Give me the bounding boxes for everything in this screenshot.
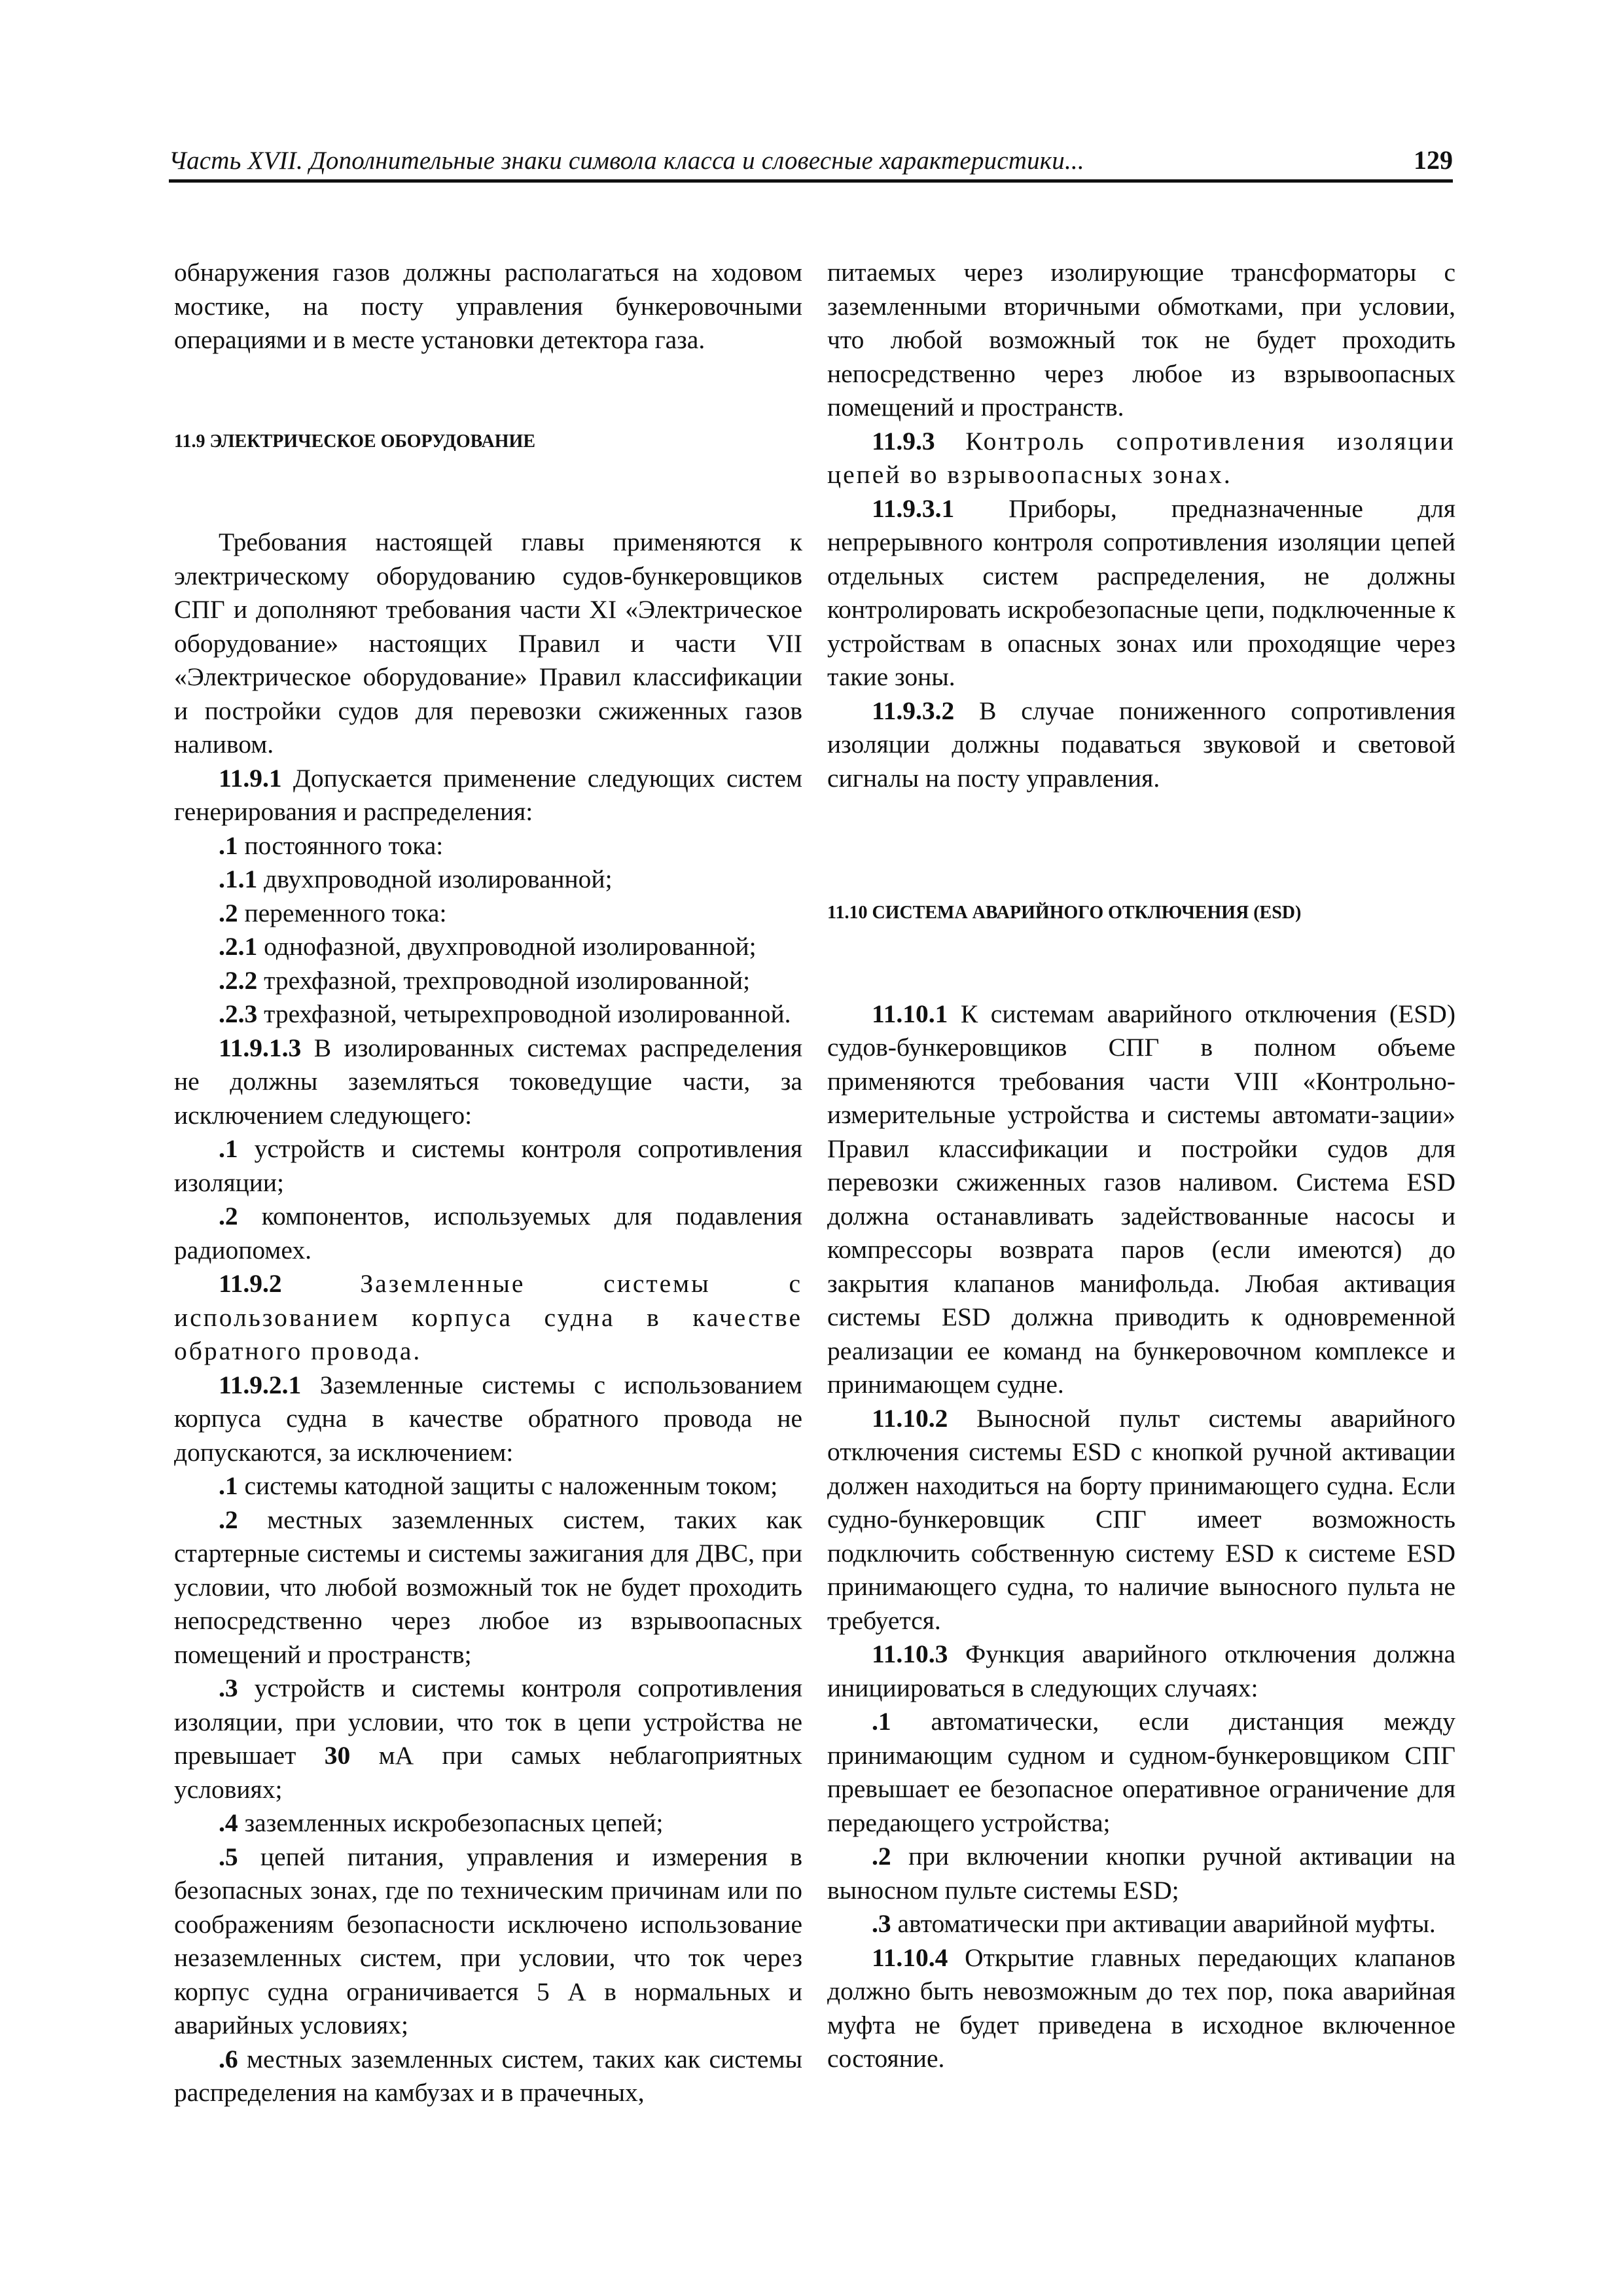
clause-11-9-3-1: [827, 492, 1455, 694]
list-item: [174, 1806, 802, 1840]
list-item: [174, 1469, 802, 1503]
item-text: мА при самых неблагоприятных условиях;: [174, 1741, 802, 1804]
clause-text: Открытие главных передающих клапанов должно быть невозможным до тех пор, пока аварийная муфта не будет приведена в исходное включенное состояние.: [827, 1943, 1455, 2073]
list-item: [174, 997, 802, 1031]
clause-number: 11.10.2: [872, 1403, 948, 1433]
list-item: [174, 930, 802, 964]
header-title: Часть XVII. Дополнительные знаки символа класса и словесные характеристики...: [169, 147, 1084, 175]
clause-number: 11.9.1.3: [219, 1033, 302, 1062]
clause-11-9-3-2: [827, 694, 1455, 796]
item-number: .1: [219, 1134, 238, 1163]
item-number: .3: [219, 1674, 238, 1702]
current-limit-value: 30: [324, 1741, 351, 1770]
section-heading-11-10: 11.10 СИСТЕМА АВАРИЙНОГО ОТКЛЮЧЕНИЯ (ESD): [827, 903, 1302, 923]
item-text: постоянного тока:: [238, 831, 444, 860]
item-number: .2.3: [219, 999, 258, 1028]
item-text: местных заземленных систем, таких как системы распределения на камбузах и в прачечных,: [174, 2044, 802, 2107]
list-item: [174, 1503, 802, 1672]
clause-number: 11.10.4: [872, 1943, 948, 1972]
clause-text: Функция аварийного отключения должна инициироваться в следующих случаях:: [827, 1640, 1455, 1702]
clause-number: 11.9.1: [219, 763, 282, 793]
item-number: .1.1: [219, 865, 258, 893]
item-number: .4: [219, 1808, 238, 1837]
item-text: автоматически при активации аварийной муфты.: [891, 1909, 1436, 1938]
list-item: [174, 2043, 802, 2110]
clause-text: Допускается применение следующих систем генерирования и распределения:: [174, 763, 802, 826]
list-item: [174, 1200, 802, 1267]
item-text: местных заземленных систем, таких как стартерные системы и системы зажигания для ДВС, при условии, что любой возможный ток не будет проходить непосредственно через любое из взрывоопасных помещений и пространств;: [174, 1505, 802, 1669]
clause-number: 11.9.3.2: [872, 696, 955, 725]
item-text: двухпроводной изолированной;: [257, 865, 613, 893]
paragraph: Требования настоящей главы применяются к электрическому оборудованию судов-бункеровщиков СПГ и дополняют требования части XI «Электрическое оборудование» настоящих Правил и части VII «Электрическое оборудование» Правил классификации и постройки судов для перевозки сжиженных газов наливом.: [174, 528, 802, 759]
item-number: .2: [219, 1505, 238, 1534]
item-number: .1: [872, 1707, 891, 1736]
item-number: .6: [219, 2044, 238, 2073]
item-text: однофазной, двухпроводной изолированной;: [257, 932, 757, 961]
left-column: [174, 256, 802, 2110]
clause-text: К системам аварийного отключения (ESD) судов-бункеровщиков СПГ в полном объеме применяются требования части VIII «Контрольно-измерительные устройства и системы автомати-зации» Правил классификации и постройки судов для перевозки сжиженных газов наливом. Система ESD должна останавливать задействованные насосы и компрессоры возврата паров (если имеются) до закрытия клапанов манифольда. Любая активация системы ESD должна приводить к одновременной реализации ее команд на бункеровочном комплексе и принимающем судне.: [827, 999, 1455, 1399]
clause-11-9-2-1: [174, 1369, 802, 1470]
clause-text: Приборы, предназначенные для непрерывного контроля сопротивления изоляции цепей отдельных систем распределения, не должны контролировать искробезопасные цепи, подключенные к устройствам в опасных зонах или проходящие через такие зоны.: [827, 493, 1455, 691]
list-item: [827, 1705, 1455, 1840]
item-number: .2: [219, 1202, 238, 1230]
clause-text: В случае пониженного сопротивления изоляции должны подаваться звуковой и световой сигналы на посту управления.: [827, 696, 1455, 793]
list-item: [827, 1907, 1455, 1941]
clause-11-9-3: [827, 425, 1455, 492]
clause-11-9-1-3: [174, 1031, 802, 1133]
list-item: [174, 897, 802, 931]
clause-11-10-4: [827, 1941, 1455, 2076]
right-column: [827, 256, 1455, 2076]
clause-number: 11.9.3.1: [872, 493, 955, 523]
item-text: переменного тока:: [238, 898, 447, 927]
list-item: [174, 964, 802, 998]
clause-11-10-1: [827, 997, 1455, 1402]
clause-text: Заземленные системы с использованием корпуса судна в качестве обратного провода.: [174, 1269, 802, 1365]
item-text: автоматически, если дистанция между принимающим судном и судном-бункеровщиком СПГ превышает ее безопасное оперативное ограничение для передающего устройства;: [827, 1707, 1455, 1837]
list-item: [174, 1840, 802, 2043]
item-text: устройств и системы контроля сопротивления изоляции;: [174, 1134, 802, 1197]
item-number: .2.2: [219, 965, 258, 995]
clause-11-9-2: [174, 1267, 802, 1369]
clause-text: Выносной пульт системы аварийного отключения системы ESD с кнопкой ручной активации должен находиться на борту принимающего судна. Если судно-бункеровщик СПГ имеет возможность подключить собственную систему ESD к системе ESD принимающего судна, то наличие выносного пульта не требуется.: [827, 1403, 1455, 1635]
item-number: .5: [219, 1842, 238, 1871]
item-text: трехфазной, четырехпроводной изолированной.: [257, 999, 791, 1028]
section-heading-11-9: 11.9 ЭЛЕКТРИЧЕСКОЕ ОБОРУДОВАНИЕ: [174, 431, 536, 452]
page-number: 129: [1414, 145, 1453, 175]
clause-11-10-2: [827, 1402, 1455, 1638]
clause-number: 11.10.3: [872, 1640, 948, 1668]
item-text: при включении кнопки ручной активации на выносном пульте системы ESD;: [827, 1842, 1455, 1905]
list-item: [827, 1840, 1455, 1907]
clause-number: 11.9.2.1: [219, 1370, 302, 1399]
item-text: трехфазной, трехпроводной изолированной;: [257, 965, 751, 995]
list-item: [174, 1132, 802, 1200]
item-text: системы катодной защиты с наложенным током;: [238, 1471, 778, 1500]
clause-11-9-1: [174, 762, 802, 829]
clause-text: Заземленные системы с использованием корпуса судна в качестве обратного провода не допускаются, за исключением:: [174, 1370, 802, 1467]
item-number: .3: [872, 1909, 891, 1938]
list-item: [174, 829, 802, 863]
clause-text: В изолированных системах распределения не должны заземляться токоведущие части, за исключением следующего:: [174, 1033, 802, 1130]
item-text: устройств и системы контроля сопротивления изоляции, при условии, что ток в цепи устройства не превышает: [174, 1674, 802, 1770]
running-header: [169, 140, 1453, 183]
item-number: .1: [219, 1471, 238, 1500]
item-number: .1: [219, 831, 238, 860]
clause-number: 11.9.2: [219, 1269, 282, 1298]
paragraph: обнаружения газов должны располагаться на ходовом мостике, на посту управления бункеровочными операциями и в месте установки детектора газа.: [174, 258, 802, 354]
item-text: заземленных искробезопасных цепей;: [238, 1808, 664, 1837]
item-text: цепей питания, управления и измерения в безопасных зонах, где по техническим причинам или по соображениям безопасности исключено использование незаземленных систем, при условии, что ток через корпус судна ограничивается 5 А в нормальных и аварийных условиях;: [174, 1842, 802, 2039]
clause-number: 11.10.1: [872, 999, 948, 1028]
clause-11-10-3: [827, 1638, 1455, 1705]
item-number: .2: [219, 898, 238, 927]
list-item: [174, 1672, 802, 1806]
clause-text: Контроль сопротивления изоляции цепей во взрывоопасных зонах.: [827, 426, 1455, 489]
list-item: [174, 863, 802, 897]
item-number: .2: [872, 1842, 891, 1871]
paragraph: питаемых через изолирующие трансформаторы с заземленными вторичными обмотками, при условии, что любой возможный ток не будет проходить непосредственно через любое из взрывоопасных помещений и пространств.: [827, 258, 1455, 422]
item-number: .2.1: [219, 932, 258, 961]
item-text: компонентов, используемых для подавления радиопомех.: [174, 1202, 802, 1265]
clause-number: 11.9.3: [872, 426, 935, 456]
